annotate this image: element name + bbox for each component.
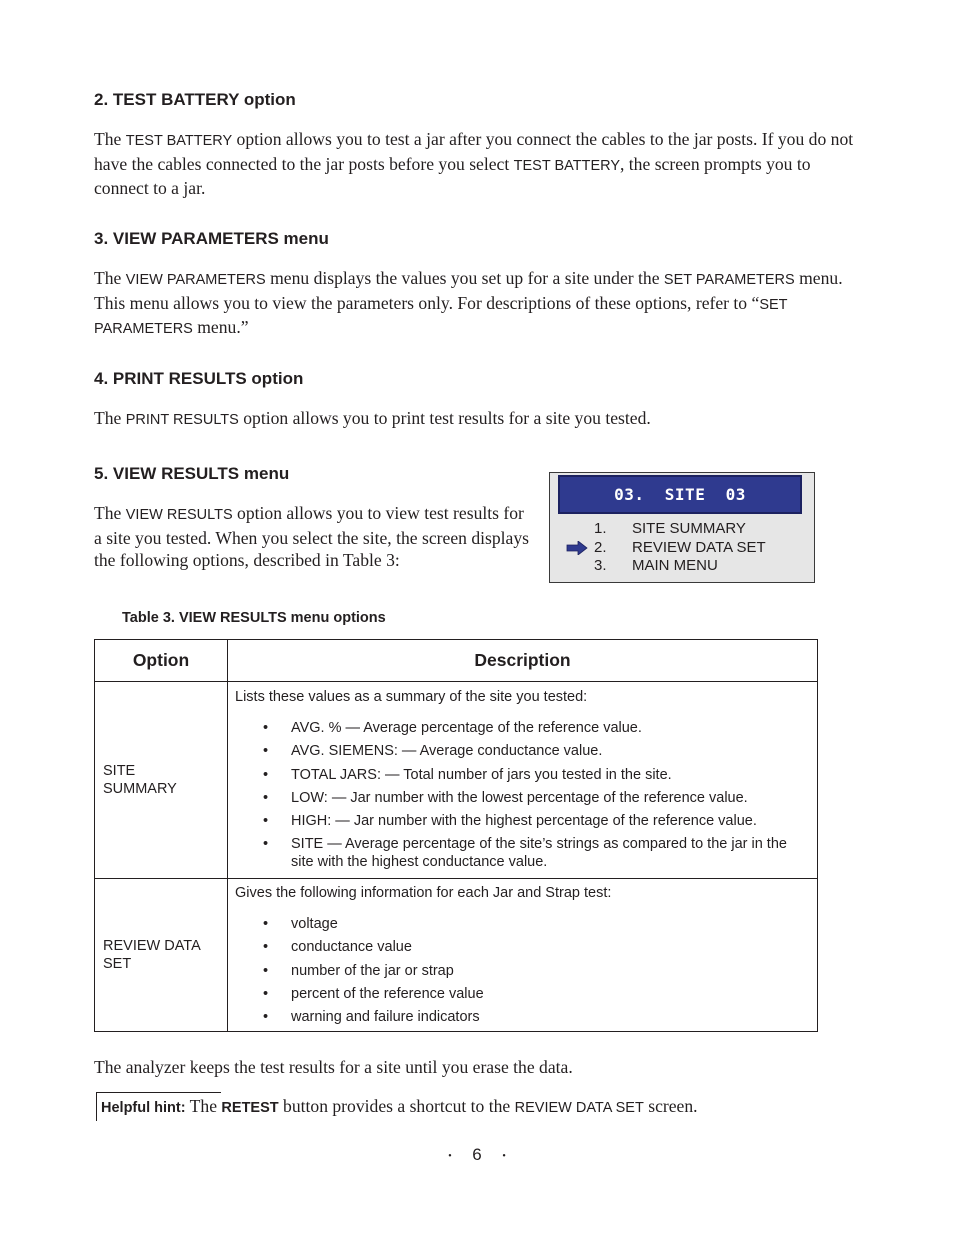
screen-menu-item-selected bbox=[550, 539, 814, 557]
screen-menu-item bbox=[550, 557, 814, 575]
paragraph-view-parameters: The VIEW PARAMETERS menu displays the values you set up for a site under the SET PARAMETERS menu. This menu allows you to view the parameters only. For descriptions of these options, refer to “SET PARAMETERS menu.” bbox=[94, 268, 843, 337]
bullet-list-site-summary bbox=[235, 719, 810, 871]
paragraph-test-battery: The TEST BATTERY option allows you to test a jar after you connect the cables to the jar posts. If you do not have the cables connected to the jar posts before you select TEST BATTERY, the screen prompts you to connect to a jar. bbox=[94, 129, 854, 198]
screen-item-label: REVIEW DATA SET bbox=[632, 539, 766, 556]
paragraph-print-results: The PRINT RESULTS option allows you to print test results for a site you tested. bbox=[94, 408, 651, 428]
page-number: 6 bbox=[472, 1145, 482, 1164]
page-footer bbox=[0, 1145, 954, 1165]
list-item: • LOW: — Jar number with the lowest percentage of the reference value. bbox=[263, 789, 748, 806]
column-header-description: Description bbox=[474, 650, 571, 670]
footer-ornament: • bbox=[502, 1150, 506, 1161]
column-header-option: Option bbox=[132, 650, 190, 670]
screen-item-label: SITE SUMMARY bbox=[632, 520, 746, 537]
list-item: • conductance value bbox=[263, 939, 412, 956]
description-intro: Lists these values as a summary of the site you tested: bbox=[235, 689, 588, 705]
list-item: • HIGH: — Jar number with the highest percentage of the reference value. bbox=[263, 813, 757, 830]
screen-menu-item bbox=[550, 520, 814, 538]
column-divider bbox=[227, 640, 228, 1031]
bullet-list-review-data-set bbox=[235, 915, 810, 1026]
option-cell-site-summary: SITE SUMMARY bbox=[103, 763, 177, 797]
list-item: • warning and failure indicators bbox=[263, 1009, 480, 1026]
option-cell-review-data-set: REVIEW DATA SET bbox=[103, 938, 201, 972]
heading-print-results: 4. PRINT RESULTS option bbox=[94, 369, 304, 388]
screen-item-number: 2. bbox=[594, 539, 607, 556]
list-item: • number of the jar or strap bbox=[263, 962, 454, 979]
heading-view-results: 5. VIEW RESULTS menu bbox=[94, 464, 290, 483]
paragraph-closing: The analyzer keeps the test results for a site until you erase the data. bbox=[94, 1057, 573, 1077]
heading-view-parameters: 3. VIEW PARAMETERS menu bbox=[94, 229, 329, 248]
screen-header: 03. SITE 03 bbox=[558, 475, 802, 514]
paragraph-view-results: The VIEW RESULTS option allows you to view test results for a site you tested. When you select the site, the screen displays the following options, described in Table 3: bbox=[94, 503, 529, 570]
heading-test-battery: 2. TEST BATTERY option bbox=[94, 90, 296, 109]
list-item: • percent of the reference value bbox=[263, 985, 484, 1002]
screen-item-number: 3. bbox=[594, 557, 607, 574]
list-item: • voltage bbox=[263, 916, 338, 932]
options-table bbox=[94, 639, 818, 1032]
screen-item-number: 1. bbox=[594, 520, 607, 537]
row-divider bbox=[95, 681, 817, 682]
right-arrow-icon bbox=[566, 541, 588, 555]
list-item: • SITE — Average percentage of the site’s strings as compared to the jar in the site with the highest conductance value. bbox=[263, 836, 787, 871]
description-intro: Gives the following information for each Jar and Strap test: bbox=[235, 885, 612, 901]
footer-ornament: • bbox=[448, 1150, 452, 1161]
list-item: • AVG. % — Average percentage of the reference value. bbox=[263, 720, 642, 736]
list-item: • TOTAL JARS: — Total number of jars you tested in the site. bbox=[263, 766, 672, 783]
screen-item-label: MAIN MENU bbox=[632, 557, 718, 574]
row-divider bbox=[95, 878, 817, 879]
table-caption: Table 3. VIEW RESULTS menu options bbox=[122, 610, 386, 626]
analyzer-screen bbox=[549, 472, 815, 583]
helpful-hint: Helpful hint: The RETEST button provides a shortcut to the REVIEW DATA SET screen. bbox=[101, 1096, 698, 1116]
list-item: • AVG. SIEMENS: — Average conductance value. bbox=[263, 743, 603, 760]
